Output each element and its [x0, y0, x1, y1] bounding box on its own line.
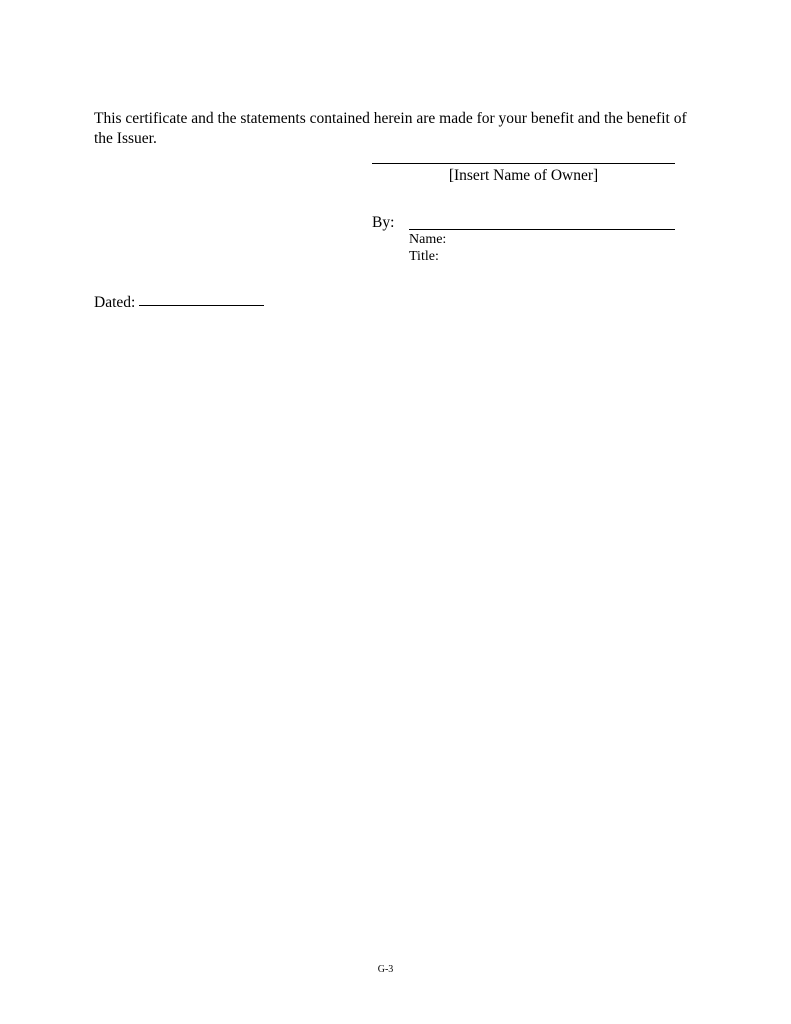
- owner-signature-line: [372, 163, 675, 164]
- page-number: G-3: [377, 964, 394, 975]
- dated-blank-line: [139, 305, 264, 306]
- by-signature-line: [409, 229, 675, 230]
- dated-field: [94, 293, 264, 313]
- by-label: By:: [372, 214, 395, 231]
- title-label: Title:: [409, 249, 439, 264]
- owner-name-placeholder: [Insert Name of Owner]: [448, 167, 599, 184]
- dated-label: Dated:: [94, 294, 136, 311]
- name-label: Name:: [409, 232, 447, 247]
- certificate-statement: This certificate and the statements contained herein are made for your benefit and the benefit of the Issuer.: [94, 110, 687, 147]
